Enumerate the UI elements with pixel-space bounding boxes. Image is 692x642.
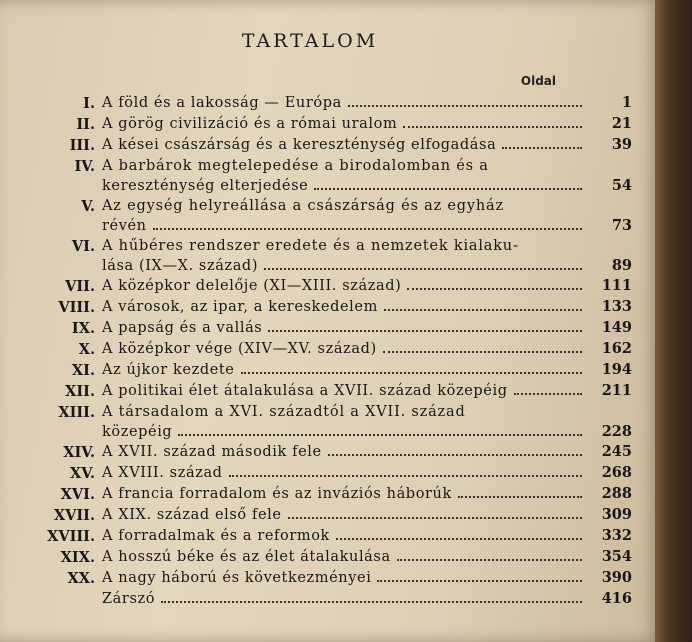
chapter-title: A föld és a lakosság — Európa [102,95,342,111]
chapter-number: X. [78,341,95,358]
chapter-title: A görög civilizáció és a római uralom [102,116,398,132]
chapter-title-line1: A társadalom a XVI. századtól a XVII. század [102,404,466,420]
chapter-title: A forradalmak és a reformok [102,528,330,544]
chapter-number: XV. [69,465,95,482]
page-number: 245 [601,443,632,460]
leader-dots [161,589,582,603]
page-number: 416 [601,590,632,607]
chapter-number: XVIII. [47,528,95,545]
book-edge [655,0,692,642]
chapter-title: Zárszó [102,591,156,607]
toc-entry [0,196,660,236]
page-number: 39 [611,136,632,153]
leader-dots [153,216,582,230]
toc-entry [0,463,660,484]
chapter-title: A középkor vége (XIV—XV. század) [102,341,377,357]
toc-entry [0,276,660,297]
leader-dots [403,114,582,128]
chapter-number: XVI. [60,486,95,503]
toc-entry [0,402,660,442]
toc-entry [0,484,660,505]
chapter-number: I. [83,95,95,112]
toc-entry [0,93,660,114]
page-number: 211 [601,382,632,399]
chapter-number: VIII. [58,299,95,316]
chapter-number: XIII. [58,404,95,421]
chapter-title-line1: A barbárok megtelepedése a birodalomban és a [102,158,489,174]
leader-dots [314,176,582,190]
leader-dots [407,276,582,290]
page-number: 332 [601,527,632,544]
leader-dots [229,463,582,477]
chapter-title: A kései császárság és a kereszténység elfogadása [102,137,497,153]
chapter-title: A XVII. század második fele [102,444,322,460]
chapter-number: VI. [71,238,95,255]
toc-entry [0,381,660,402]
chapter-number: XIV. [63,444,95,461]
chapter-number: IV. [74,158,95,175]
chapter-title: A városok, az ipar, a kereskedelem [102,299,378,315]
page-number: 194 [601,361,632,378]
chapter-number: XII. [65,383,95,400]
page-number: 228 [601,423,632,440]
chapter-number: XI. [71,362,95,379]
toc-entry [0,318,660,339]
page-number: 133 [601,298,632,315]
page-number: 21 [611,115,632,132]
chapter-number: IX. [71,320,95,337]
page-number: 390 [601,569,632,586]
leader-dots [348,93,582,107]
chapter-number: XVII. [53,507,95,524]
toc-entry [0,236,660,276]
chapter-title: Az újkor kezdete [102,362,235,378]
page-number: 268 [601,464,632,481]
toc-entry [0,297,660,318]
leader-dots [264,256,582,270]
page-number: 89 [611,257,632,274]
chapter-number: V. [81,198,95,215]
leader-dots [268,318,582,332]
leader-dots [241,360,583,374]
chapter-number: XIX. [60,549,95,566]
page-number: 149 [601,319,632,336]
chapter-title: A XVIII. század [102,465,223,481]
chapter-title-line1: A hűbéres rendszer eredete és a nemzetek kialaku- [102,238,519,254]
leader-dots [178,422,582,436]
page-number: 309 [601,506,632,523]
toc-entry [0,547,660,568]
chapter-title: A politikai élet átalakulása a XVII. század közepéig [102,383,508,399]
page-number: 162 [601,340,632,357]
chapter-number: VII. [65,278,95,295]
page-number: 111 [601,277,632,294]
chapter-title: A XIX. század első fele [102,507,282,523]
page-number: 54 [611,177,632,194]
toc-entry [0,442,660,463]
leader-dots [377,568,582,582]
chapter-number: II. [76,116,95,133]
chapter-title: A papság és a vallás [102,320,263,336]
table-of-contents [0,93,660,610]
leader-dots [288,505,582,519]
chapter-title: közepéig [102,424,173,440]
chapter-number: XX. [67,570,95,587]
leader-dots [328,442,582,456]
page-title: TARTALOM [241,30,379,52]
toc-entry [0,114,660,135]
leader-dots [336,526,582,540]
page-number: 73 [611,217,632,234]
page-number: 354 [601,548,632,565]
toc-entry [0,568,660,589]
toc-entry [0,156,660,196]
chapter-number [0,589,102,610]
page-number: 288 [601,485,632,502]
chapter-title: A hosszú béke és az élet átalakulása [102,549,391,565]
leader-dots [458,484,582,498]
chapter-title: A középkor delelője (XI—XIII. század) [102,278,402,294]
chapter-title: A francia forradalom és az inváziós háborúk [102,486,452,502]
leader-dots [384,297,582,311]
leader-dots [502,135,582,149]
page-column-label: Oldal [520,74,556,88]
toc-entry [0,589,660,610]
chapter-number: III. [69,137,95,154]
toc-entry [0,339,660,360]
toc-entry [0,360,660,381]
toc-entry [0,505,660,526]
leader-dots [514,381,582,395]
leader-dots [383,339,582,353]
chapter-title: kereszténység elterjedése [102,178,309,194]
chapter-title: A nagy háború és következményei [102,570,372,586]
chapter-title-line1: Az egység helyreállása a császárság és az egyház [102,198,504,214]
chapter-title: lása (IX—X. század) [102,258,259,274]
toc-entry [0,526,660,547]
chapter-title: révén [102,218,147,234]
page-number: 1 [621,94,632,111]
toc-entry [0,135,660,156]
leader-dots [397,547,582,561]
